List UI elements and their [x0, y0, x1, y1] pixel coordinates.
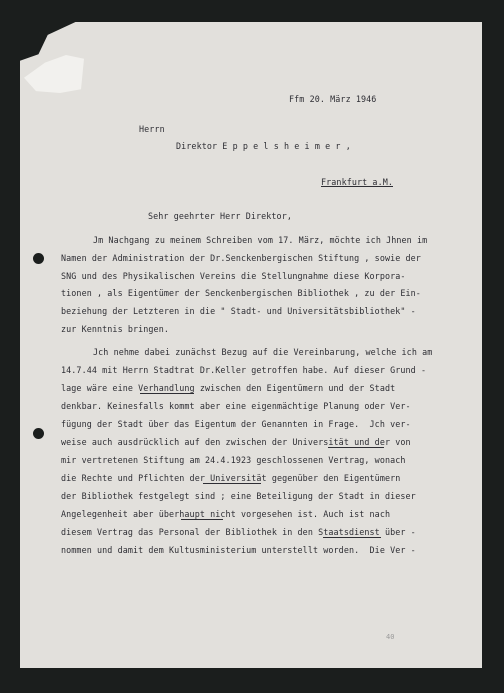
- recipient-city: Frankfurt a.M.: [321, 177, 393, 187]
- underline-universitaet-1: [328, 447, 384, 448]
- recipient-name: Direktor E p p e l s h e i m e r ,: [176, 141, 351, 151]
- underline-staatsdienst: [323, 537, 381, 538]
- body-line: denkbar. Keinesfalls kommt aber eine eigenmächtige Planung oder Ver-: [61, 401, 411, 411]
- body-line: Jch nehme dabei zunächst Bezug auf die Vereinbarung, welche ich am: [93, 347, 433, 357]
- letter-date: Ffm 20. März 1946: [289, 94, 377, 104]
- body-line: lage wäre eine Verhandlung zwischen den Eigentümern und der Stadt: [61, 383, 396, 393]
- body-line: SNG und des Physikalischen Vereins die Stellungnahme diese Korpora-: [61, 271, 406, 281]
- body-line: diesem Vertrag das Personal der Bibliothek in den Staatsdienst über -: [61, 527, 416, 537]
- body-line: tionen , als Eigentümer der Senckenbergischen Bibliothek , zu der Ein-: [61, 288, 421, 298]
- body-line: nommen und damit dem Kultusministerium unterstellt worden. Die Ver -: [61, 545, 416, 555]
- body-line: fügung der Stadt über das Eigentum der Genannten in Frage. Jch ver-: [61, 419, 411, 429]
- body-line: mir vertretenen Stiftung am 24.4.1923 geschlossenen Vertrag, wonach: [61, 455, 406, 465]
- body-line: zur Kenntnis bringen.: [61, 324, 169, 334]
- body-line: Jm Nachgang zu meinem Schreiben vom 17. März, möchte ich Jhnen im: [93, 235, 428, 245]
- body-line: beziehung der Letzteren in die " Stadt- und Universitätsbibliothek" -: [61, 306, 416, 316]
- page-mark: 40: [386, 633, 395, 641]
- underline-verhandlung: [140, 393, 194, 394]
- salutation: Sehr geehrter Herr Direktor,: [148, 211, 292, 221]
- punch-hole-top: [33, 253, 44, 264]
- punch-hole-bottom: [33, 428, 44, 439]
- underline-universitaet-2: [203, 483, 261, 484]
- body-line: der Bibliothek festgelegt sind ; eine Beteiligung der Stadt in dieser: [61, 491, 416, 501]
- body-line: Angelegenheit aber überhaupt nicht vorgesehen ist. Auch ist nach: [61, 509, 391, 519]
- body-line: weise auch ausdrücklich auf den zwischen der Universität und der von: [61, 437, 411, 447]
- body-line: die Rechte und Pflichten der Universität gegenüber den Eigentümern: [61, 473, 401, 483]
- body-line: Namen der Administration der Dr.Senckenbergischen Stiftung , sowie der: [61, 253, 421, 263]
- underline-ueberhaupt: [181, 519, 223, 520]
- recipient-title: Herrn: [139, 124, 165, 134]
- body-line: 14.7.44 mit Herrn Stadtrat Dr.Keller getroffen habe. Auf dieser Grund -: [61, 365, 427, 375]
- letter-page: [20, 22, 482, 668]
